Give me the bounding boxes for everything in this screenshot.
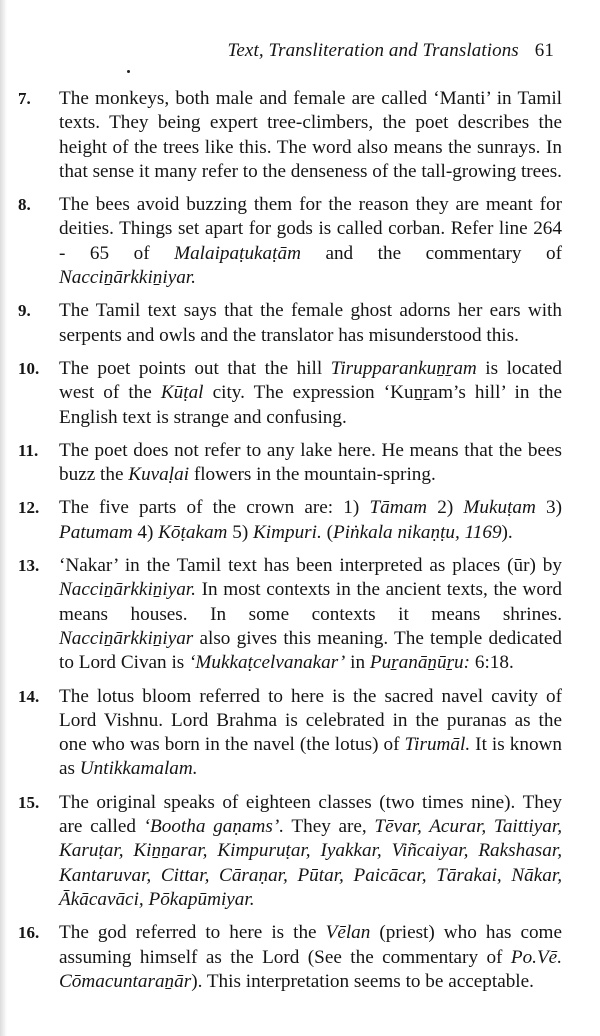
endnote-text: in xyxy=(345,652,370,674)
endnote-number: 7. xyxy=(18,89,31,108)
endnote-number: 12. xyxy=(18,498,40,518)
endnote xyxy=(18,357,562,430)
endnote-number: 13. xyxy=(18,556,40,576)
endnote-italic-term: Po.Vē. Cōmacuntaraṉār xyxy=(59,946,562,992)
endnote-italic-term: Kuvaḷai xyxy=(128,464,190,486)
endnote-number: 8. xyxy=(18,195,31,215)
endnote-italic-term: Piṅkala nikaṇṭu, 1169 xyxy=(332,521,502,543)
endnotes-list xyxy=(18,87,562,1003)
endnote-number: 9. xyxy=(18,301,31,321)
endnote-italic-term: Kūṭal xyxy=(160,382,204,404)
page-gutter-shadow xyxy=(0,0,7,1036)
endnote-italic-term: ‘Mukkaṭcelvanakar’ xyxy=(189,652,346,674)
endnote xyxy=(18,791,562,912)
endnote-italic-term: Puṟanāṉūṟu: xyxy=(369,652,471,674)
endnote-text: In most contexts in the ancient texts, the word means houses. In some contexts it means shrines. xyxy=(59,579,562,625)
page-number: 61 xyxy=(534,40,554,61)
endnote xyxy=(18,439,562,488)
endnote-text: also gives this meaning. The temple dedicated to Lord Civan is xyxy=(59,627,562,674)
endnote-number: 15. xyxy=(18,792,40,812)
endnote-text: It is known as xyxy=(59,734,562,780)
endnote-text: flowers in the mountain-spring. xyxy=(189,464,436,486)
endnote-text: and the commentary of xyxy=(300,242,563,264)
endnote xyxy=(18,193,562,290)
endnote-italic-term: Patumam xyxy=(59,521,133,543)
running-header-title: Text, Transliteration and Translations xyxy=(227,40,519,61)
print-speck xyxy=(127,70,130,73)
endnote-italic-term: Kōṭakam xyxy=(158,521,228,543)
endnote-number: 16. xyxy=(18,923,40,943)
endnote-italic-term: Nacciṉārkkiṉiyar xyxy=(59,627,194,649)
endnote-italic-term: ‘Bootha gaṇams’. xyxy=(143,816,285,838)
endnote-text: city. The expression ‘Kuṉṟam’s hill’ in the English text is strange and confusing. xyxy=(59,382,562,428)
endnote-italic-term: Untikkamalam. xyxy=(79,758,198,780)
endnote-text: The lotus bloom referred to here is the sacred navel cavity of Lord Vishnu. Lord Brahma is celebrated in the puranas as the one who was born in the navel (the lotus) of xyxy=(59,685,562,756)
endnote-italic-term: Nacciṉārkkiṉiyar. xyxy=(59,579,196,601)
endnote-text: ‘Nakar’ in the Tamil text has been interpreted as places (ūr) by xyxy=(59,555,562,577)
endnote-number: 14. xyxy=(18,686,40,706)
endnote xyxy=(18,921,562,994)
endnote-italic-term: Tāmam xyxy=(369,497,428,519)
endnote-text: 4) xyxy=(132,521,159,543)
endnote-text: The Tamil text says that the female ghost adorns her ears with serpents and owls and the translator has misunderstood this. xyxy=(59,300,562,346)
endnote-text: 6:18. xyxy=(470,652,514,674)
endnote-italic-term: Nacciṉārkkiṉiyar. xyxy=(59,267,196,289)
endnote-text: The monkeys, both male and female are called ‘Manti’ in Tamil texts. They being expert tree-climbers, the poet describes the height of the trees like this. The word also means the sunrays. In that sense it many refer to the denseness of the tall-growing trees. xyxy=(59,88,562,182)
endnote-italic-term: Tirumāl. xyxy=(404,734,471,756)
endnote-number: 10. xyxy=(18,358,40,378)
endnote-text: is located west of the xyxy=(59,357,562,404)
endnote-italic-term: Kimpuri. xyxy=(253,521,322,543)
endnote-text: The bees avoid buzzing them for the reason they are meant for deities. Things set apart for gods is called corban. Refer line 264 - 65 of xyxy=(59,194,562,264)
endnote-text: (priest) who has come assuming himself as the Lord (See the commentary of xyxy=(59,922,562,968)
endnote-text: The poet points out that the hill xyxy=(59,357,331,379)
endnote xyxy=(18,299,562,348)
endnote xyxy=(18,496,562,545)
endnote-text: The god referred to here is the xyxy=(59,922,326,944)
endnote-text: The poet does not refer to any lake here. He means that the bees buzz the xyxy=(59,439,562,486)
endnote-text: The original speaks of eighteen classes (two times nine). They are called xyxy=(59,791,562,838)
endnote xyxy=(18,87,562,184)
endnote-text: 5) xyxy=(227,521,253,543)
endnote-text: They are, xyxy=(284,816,375,838)
endnote-text: ). This interpretation seems to be acceptable. xyxy=(191,970,534,992)
endnote-italic-term: Mukuṭam xyxy=(463,497,536,519)
endnote-italic-term: Tirupparankuṉṟam xyxy=(330,357,477,379)
endnote-number: 11. xyxy=(18,440,39,460)
endnote-italic-term: Tēvar, Acurar, Taittiyar, Karuṭar, Kiṉṉarar, Kimpuruṭar, Iyakkar, Viñcaiyar, Rakshasar, Kantaruvar, Cittar, Cāraṇar, Pūtar, Paicācar, Tārakai, Nākar, Ākācavāci, Pōkapūmiyar. xyxy=(59,816,563,910)
endnote xyxy=(18,554,562,675)
endnote-italic-term: Vēlan xyxy=(325,922,371,944)
endnote-text: 2) xyxy=(427,497,464,519)
running-header xyxy=(0,40,554,62)
endnote-text: 3) xyxy=(535,497,563,519)
endnote xyxy=(18,685,562,782)
endnote-text: ). xyxy=(501,521,513,543)
endnote-text: ( xyxy=(321,521,333,543)
endnote-italic-term: Malaipaṭukaṭām xyxy=(174,242,301,264)
endnote-text: The five parts of the crown are: 1) xyxy=(59,497,370,519)
